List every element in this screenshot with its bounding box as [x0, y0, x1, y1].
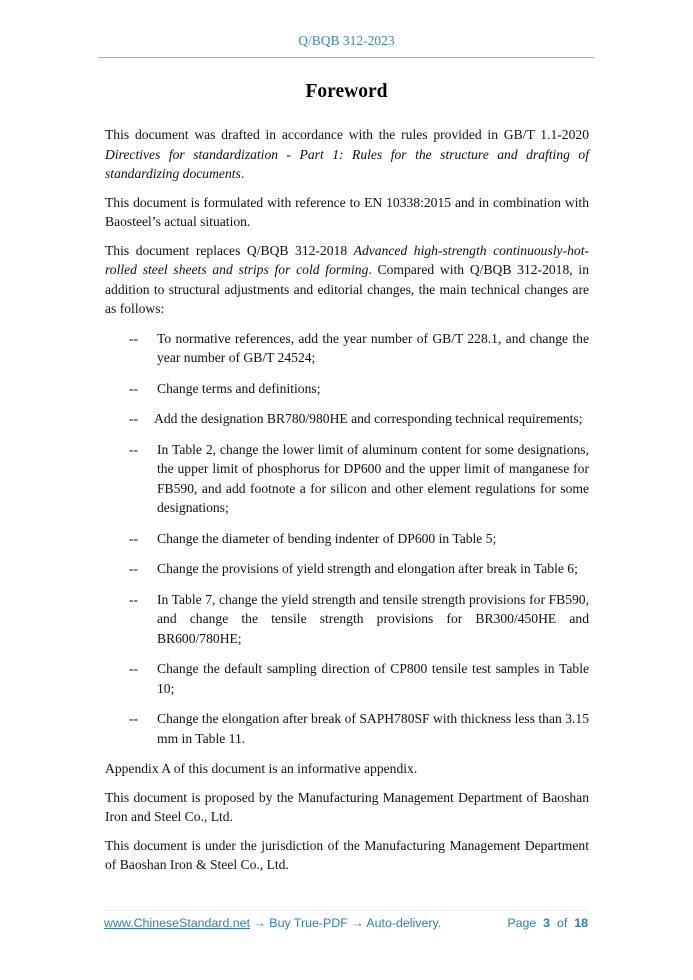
total-pages: 18	[574, 916, 588, 930]
list-item	[105, 440, 589, 518]
standard-title-italic: Directives for standardization - Part 1: Rules for the structure and drafting of standardizing documents	[105, 146, 589, 181]
footer-promo	[104, 916, 441, 930]
dash-bullet: --	[129, 711, 139, 726]
list-item-text: Change the diameter of bending indenter of DP600 in Table 5;	[157, 530, 497, 546]
paragraph-appendix: Appendix A of this document is an informative appendix.	[105, 761, 418, 776]
list-item-text: In Table 2, change the lower limit of aluminum content for some designations, the upper limit of phosphorus for DP600 and the upper limit of manganese for FB590, and add footnote a for silicon and other element regulations for some designations;	[157, 441, 589, 515]
dash-bullet: --	[129, 411, 139, 426]
paragraph-text: This document was drafted in accordance with the rules provided in GB/T 1.1-2020	[105, 127, 589, 142]
paragraph-reference: This document is formulated with reference to EN 10338:2015 and in combination with Baosteel’s actual situation.	[105, 194, 589, 229]
standard-title-italic: Advanced high-strength continuously-hot-rolled steel sheets and strips for cold forming	[105, 242, 589, 277]
list-item	[105, 590, 589, 649]
list-item-text: Change the elongation after break of SAPH780SF with thickness less than 3.15 mm in Table 11.	[157, 711, 589, 746]
document-body	[105, 125, 589, 884]
footer-divider	[104, 910, 588, 911]
list-item	[105, 409, 589, 429]
dash-bullet: --	[129, 661, 139, 676]
paragraph-drafting-rules	[105, 125, 589, 184]
dash-bullet: --	[129, 330, 139, 346]
page-title: Foreword	[305, 81, 388, 102]
list-item-text: Change terms and definitions;	[157, 380, 321, 396]
technical-changes-list	[105, 329, 589, 749]
page-label: Page	[507, 916, 537, 930]
paragraph-text: .	[240, 166, 245, 181]
list-item-text: Change the default sampling direction of CP800 tensile test samples in Table 10;	[157, 661, 589, 696]
paragraph-text: This document replaces Q/BQB 312-2018	[105, 242, 354, 258]
paragraph-replaces	[105, 241, 589, 319]
header-divider	[98, 57, 595, 58]
paragraph-proposed-by: This document is proposed by the Manufacturing Management Department of Baoshan Iron and Steel Co., Ltd.	[105, 789, 589, 824]
chinesestandard-link[interactable]: www.ChineseStandard.net	[104, 916, 251, 930]
list-item-text: Change the provisions of yield strength and elongation after break in Table 6;	[157, 561, 578, 576]
document-code: Q/BQB 312-2023	[298, 33, 395, 48]
dash-bullet: --	[129, 530, 139, 546]
of-label: of	[556, 916, 568, 930]
dash-bullet: --	[129, 591, 139, 607]
list-item	[105, 559, 589, 579]
list-item	[105, 659, 589, 698]
dash-bullet: --	[129, 561, 139, 576]
dash-bullet: --	[129, 380, 139, 396]
paragraph-jurisdiction: This document is under the jurisdiction of the Manufacturing Management Department of Baoshan Iron & Steel Co., Ltd.	[105, 837, 589, 872]
dash-bullet: --	[129, 441, 139, 457]
list-item-text: In Table 7, change the yield strength and tensile strength provisions for FB590, and change the tensile strength provisions for BR300/450HE and BR600/780HE;	[157, 591, 589, 646]
list-item-text: To normative references, add the year number of GB/T 228.1, and change the year number of GB/T 24524;	[157, 330, 589, 365]
paragraph-text: . Compared with Q/BQB 312-2018, in addition to structural adjustments and editorial changes, the main technical changes are as follows:	[105, 262, 589, 316]
footer-promo-text: → Buy True-PDF → Auto-delivery.	[250, 916, 442, 930]
list-item	[105, 329, 589, 368]
list-item	[105, 529, 589, 549]
page-number	[507, 916, 588, 930]
list-item-text: Add the designation BR780/980HE and corresponding technical requirements;	[154, 411, 583, 426]
list-item	[105, 379, 589, 399]
page-header	[98, 33, 595, 49]
current-page: 3	[543, 916, 551, 930]
page-footer	[104, 916, 588, 934]
list-item	[105, 709, 589, 748]
